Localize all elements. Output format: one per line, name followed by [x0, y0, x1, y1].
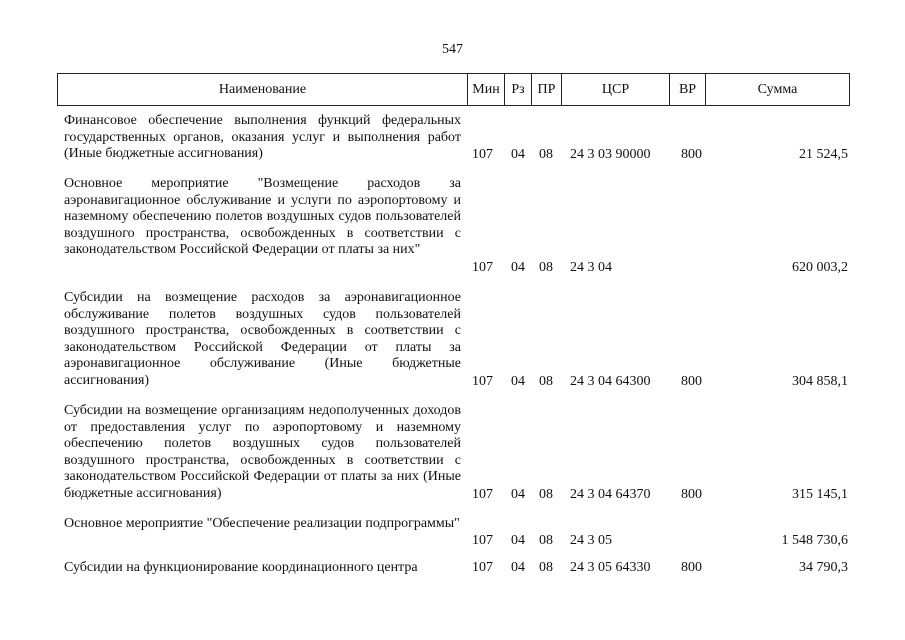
- row-rz: 04: [511, 486, 525, 502]
- row-pr: 08: [539, 532, 553, 548]
- header-name: Наименование: [218, 81, 307, 97]
- header-min: Мин: [467, 74, 504, 105]
- row-pr: 08: [539, 259, 553, 275]
- header-pr: ПР: [531, 74, 561, 105]
- row-vr: 800: [681, 146, 702, 162]
- row-vr: 800: [681, 486, 702, 502]
- row-name: Финансовое обеспечение выполнения функций федеральных государственных органов, оказания услуг и выполнения работ (Иные бюджетные ассигнования): [64, 113, 461, 161]
- row-csr: 24 3 04 64370: [570, 486, 651, 502]
- row-rz: 04: [511, 532, 525, 548]
- row-name: Субсидии на возмещение организациям недополученных доходов от предоставления услуг по аэропортовому и наземному обеспечению полетов воздушных судов пользователей воздушного пространства, освобожденных в соответствии с законодательством Российской Федерации от платы за них (Иные бюджетные ассигнования): [64, 403, 461, 501]
- row-min: 107: [472, 532, 493, 548]
- row-pr: 08: [539, 486, 553, 502]
- row-name: Основное мероприятие "Обеспечение реализации подпрограммы": [64, 516, 460, 531]
- row-pr: 08: [539, 146, 553, 162]
- header-vr: ВР: [669, 74, 705, 105]
- row-rz: 04: [511, 560, 525, 575]
- table-row: [0, 403, 905, 503]
- row-sum: 21 524,5: [799, 146, 848, 162]
- row-vr: 800: [681, 560, 702, 575]
- row-csr: 24 3 04: [570, 259, 612, 275]
- row-csr: 24 3 04 64300: [570, 373, 651, 389]
- row-csr: 24 3 03 90000: [570, 146, 651, 162]
- row-min: 107: [472, 146, 493, 162]
- row-sum: 1 548 730,6: [781, 532, 848, 548]
- table-row: [0, 290, 905, 390]
- row-rz: 04: [511, 259, 525, 275]
- table-row: [0, 560, 905, 600]
- row-min: 107: [472, 486, 493, 502]
- row-rz: 04: [511, 373, 525, 389]
- row-sum: 620 003,2: [792, 259, 848, 275]
- header-rz: Рз: [504, 74, 531, 105]
- row-pr: 08: [539, 373, 553, 389]
- row-name: Субсидии на функционирование координационного центра: [64, 560, 418, 575]
- row-sum: 315 145,1: [792, 486, 848, 502]
- row-rz: 04: [511, 146, 525, 162]
- header-sum: Сумма: [705, 74, 849, 105]
- row-name: Основное мероприятие "Возмещение расходов за аэронавигационное обслуживание и услуги по аэропортовому и наземному обеспечению полетов воздушных судов пользователей воздушного пространства, освобожденных в соответствии с законодательством Российской Федерации от платы за них": [64, 176, 461, 257]
- page-number: 547: [442, 42, 463, 57]
- table-row: [0, 176, 905, 276]
- row-csr: 24 3 05 64330: [570, 560, 651, 575]
- row-csr: 24 3 05: [570, 532, 612, 548]
- row-min: 107: [472, 259, 493, 275]
- row-min: 107: [472, 560, 493, 575]
- row-sum: 34 790,3: [799, 560, 848, 575]
- row-pr: 08: [539, 560, 553, 575]
- header-csr: ЦСР: [561, 74, 669, 105]
- row-vr: 800: [681, 373, 702, 389]
- table-row: [0, 113, 905, 163]
- table-row: [0, 516, 905, 549]
- table-header: [57, 73, 850, 106]
- row-sum: 304 858,1: [792, 373, 848, 389]
- row-min: 107: [472, 373, 493, 389]
- row-name: Субсидии на возмещение расходов за аэронавигационное обслуживание полетов воздушных судов пользователей воздушного пространства, освобожденных в соответствии с законодательством Российской Федерации от платы за аэронавигационное обслуживание (Иные бюджетные ассигнования): [64, 290, 461, 388]
